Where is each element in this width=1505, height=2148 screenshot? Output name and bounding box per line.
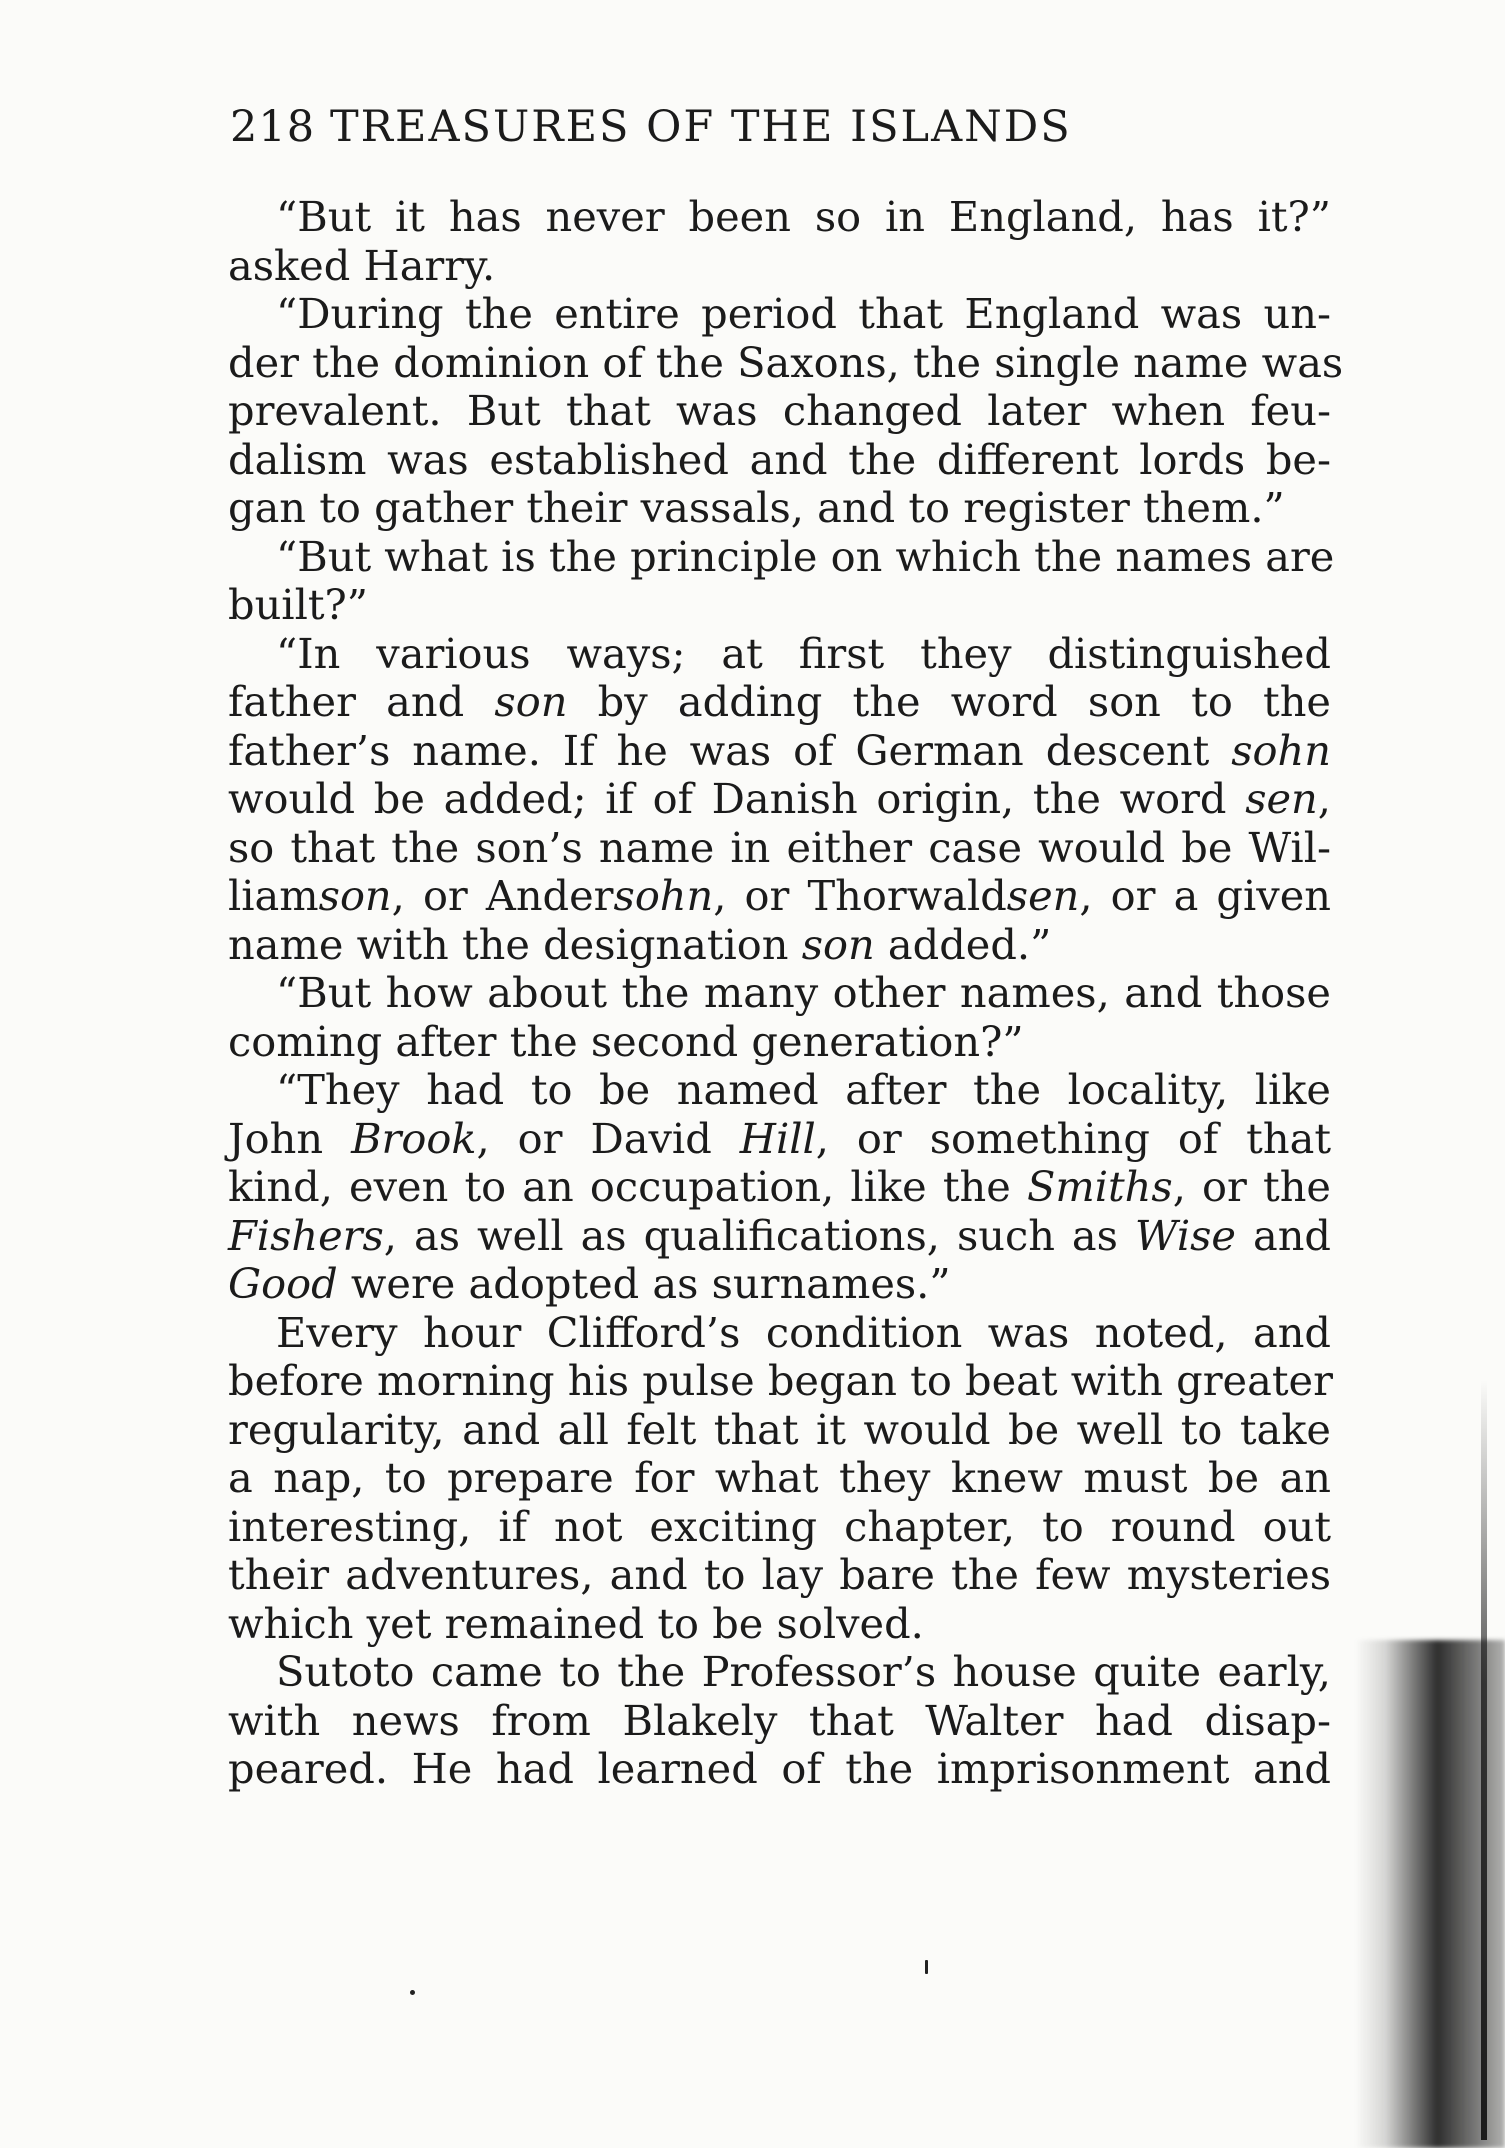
text-line: “But how about the many other names, and those [276, 968, 1331, 1017]
paragraph [228, 969, 1331, 1066]
text-line: “In various ways; at first they distinguished [276, 628, 1331, 678]
text-line: would be added; if of Danish origin, the word sen, [228, 774, 1331, 823]
text-line: prevalent. But that was changed later when feu- [228, 386, 1331, 435]
paragraph [228, 531, 1335, 630]
text-line: dalism was established and the different lords be- [228, 434, 1331, 484]
paragraph [228, 289, 1344, 533]
text-line: “But it has never been so in England, has it?” [276, 192, 1331, 241]
text-line: der the dominion of the Saxons, the single name was [228, 337, 1344, 387]
text-line: coming after the second generation?” [228, 1016, 1024, 1066]
text-line: Good were adopted as surnames.” [228, 1259, 951, 1308]
text-line: Fishers, as well as qualifications, such as Wise and [228, 1210, 1331, 1260]
text-line: kind, even to an occupation, like the Smiths, or the [228, 1162, 1331, 1211]
text-line: interesting, if not exciting chapter, to round out [228, 1501, 1331, 1551]
paragraph [228, 1066, 1331, 1309]
body-text [228, 192, 1344, 1794]
text-line: so that the son’s name in either case would be Wil- [228, 822, 1331, 872]
text-line: asked Harry. [228, 240, 496, 290]
paragraph [228, 1309, 1331, 1649]
text-line: John Brook, or David Hill, or something of that [228, 1113, 1331, 1163]
running-head [230, 102, 1330, 152]
text-line: “They had to be named after the locality, like [276, 1065, 1331, 1114]
text-line: name with the designation son added.” [228, 919, 1052, 969]
paragraph [228, 1648, 1331, 1794]
text-line: Every hour Clifford’s condition was noted, and [276, 1307, 1331, 1357]
running-title: TREASURES OF THE ISLANDS [330, 102, 1072, 152]
text-line: a nap, to prepare for what they knew must be an [228, 1453, 1331, 1502]
paragraph [228, 193, 1331, 290]
text-line: peared. He had learned of the imprisonment and [228, 1744, 1331, 1793]
text-line: Sutoto came to the Professor’s house quite early, [276, 1647, 1331, 1696]
text-line: regularity, and all felt that it would be well to take [228, 1404, 1331, 1454]
text-line: father’s name. If he was of German descent sohn [228, 725, 1331, 775]
text-line: father and son by adding the word son to the [228, 677, 1331, 726]
scan-edge-shadow [1355, 1640, 1505, 2148]
text-line: their adventures, and to lay bare the few mysteries [228, 1550, 1331, 1599]
page-number: 218 [230, 102, 316, 152]
text-line: “But what is the principle on which the names are [276, 531, 1335, 581]
text-line: before morning his pulse began to beat with greater [228, 1356, 1333, 1405]
text-line: with news from Blakely that Walter had disap- [228, 1695, 1331, 1745]
text-line: which yet remained to be solved. [228, 1598, 924, 1648]
scan-speck [410, 1990, 415, 1995]
text-line: built?” [228, 580, 368, 629]
scan-speck [925, 1960, 928, 1974]
text-line: liamson, or Andersohn, or Thorwaldsen, or a given [228, 871, 1331, 920]
text-line: gan to gather their vassals, and to register them.” [228, 483, 1285, 532]
paragraph [228, 630, 1331, 970]
text-line: “During the entire period that England was un- [276, 289, 1331, 338]
